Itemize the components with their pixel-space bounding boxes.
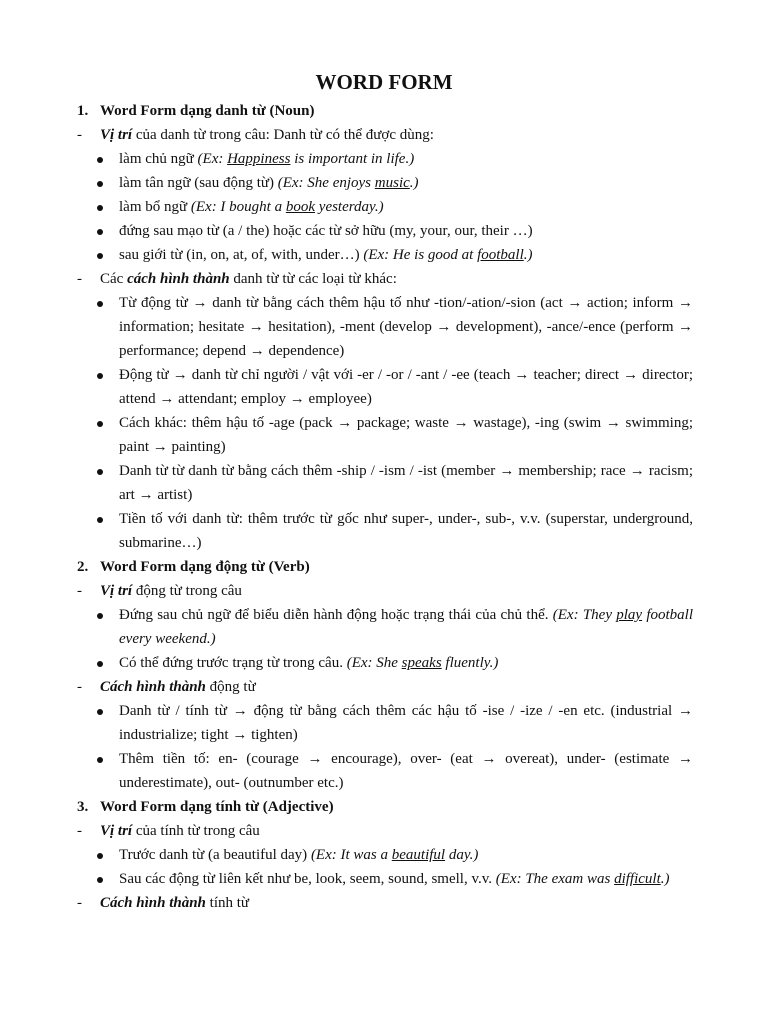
section-heading-adjective	[0, 795, 768, 819]
item-text: Đứng sau chủ ngữ để biểu diễn hành động hoặc trạng thái của chủ thể.	[119, 607, 553, 623]
formation-label: cách hình thành	[127, 271, 230, 287]
bullet-dot	[97, 661, 103, 667]
item-text: làm bổ ngữ	[119, 199, 191, 215]
verb-formation-item	[0, 747, 768, 795]
noun-formation-item	[0, 459, 768, 507]
example: (Ex: He is good at football.)	[363, 247, 533, 263]
example-keyword: play	[616, 607, 643, 623]
item-text: Tiền tố với danh từ: thêm trước từ gốc như super-, under-, sub-, v.v. (superstar, underground, submarine…)	[119, 511, 693, 551]
formation-label: Cách hình thành	[100, 679, 206, 695]
item-text: làm chủ ngữ	[119, 151, 198, 167]
position-label: Vị trí	[100, 127, 133, 143]
example: (Ex: She enjoys music.)	[277, 175, 419, 191]
section-title: Word Form dạng động từ (Verb)	[100, 559, 310, 575]
adjective-position-item	[0, 843, 768, 867]
dash-marker: -	[77, 823, 82, 839]
example: (Ex: It was a beautiful day.)	[310, 847, 479, 863]
verb-position-line	[0, 579, 768, 603]
item-text: Danh từ / tính từ → động từ bằng cách thêm các hậu tố -ise / -ize / -en etc. (industrial → industrialize; tight → tighten)	[119, 703, 693, 743]
noun-formation-line	[0, 267, 768, 291]
dash-marker: -	[77, 271, 82, 287]
noun-use-item	[0, 147, 768, 171]
dash-marker: -	[77, 679, 82, 695]
formation-label: Cách hình thành	[100, 895, 206, 911]
adjective-formation-line	[0, 891, 768, 915]
noun-use-item	[0, 219, 768, 243]
verb-position-item	[0, 651, 768, 675]
item-text: Thêm tiền tố: en- (courage → encourage), over- (eat → overeat), under- (estimate → underestimate), out- (outnumber etc.)	[119, 751, 693, 791]
formation-text: danh từ từ các loại từ khác:	[229, 271, 397, 287]
page-title: WORD FORM	[315, 70, 453, 94]
bullet-dot	[97, 253, 103, 259]
verb-position-item	[0, 603, 768, 651]
bullet-dot	[97, 157, 103, 163]
position-text: của danh từ trong câu: Danh từ có thể được dùng:	[132, 127, 434, 143]
bullet-dot	[97, 877, 103, 883]
noun-formation-item	[0, 411, 768, 459]
bullet-dot	[97, 613, 103, 619]
noun-use-item	[0, 195, 768, 219]
dash-marker: -	[77, 895, 82, 911]
item-text: Động từ → danh từ chỉ người / vật với -er / -or / -ant / -ee (teach → teacher; direct → director; attend → attendant; employ → employee)	[119, 367, 693, 407]
example: (Ex: I bought a book yesterday.)	[190, 199, 384, 215]
position-label: Vị trí	[100, 823, 133, 839]
section-number: 1.	[77, 103, 89, 119]
noun-formation-item	[0, 291, 768, 363]
example: (Ex: She speaks fluently.)	[346, 655, 499, 671]
item-text: đứng sau mạo từ (a / the) hoặc các từ sở hữu (my, your, our, their …)	[119, 223, 533, 239]
noun-formation-item	[0, 363, 768, 411]
example-keyword: beautiful	[391, 847, 446, 863]
example: (Ex: Happiness is important in life.)	[197, 151, 415, 167]
section-number: 2.	[77, 559, 89, 575]
item-text: sau giới từ (in, on, at, of, with, under…)	[119, 247, 364, 263]
example: (Ex: The exam was difficult.)	[495, 871, 670, 887]
document-body	[0, 99, 768, 915]
example: (Ex: They play football every weekend.)	[119, 607, 694, 647]
noun-use-item	[0, 243, 768, 267]
bullet-dot	[97, 421, 103, 427]
bullet-dot	[97, 469, 103, 475]
section-number: 3.	[77, 799, 89, 815]
item-text: Cách khác: thêm hậu tố -age (pack → package; waste → wastage), -ing (swim → swimming; paint → painting)	[119, 415, 693, 455]
noun-formation-item	[0, 507, 768, 555]
section-heading-verb	[0, 555, 768, 579]
item-text: Trước danh từ (a beautiful day)	[119, 847, 311, 863]
noun-use-item	[0, 171, 768, 195]
formation-pre: Các	[100, 271, 128, 287]
adjective-position-item	[0, 867, 768, 891]
example-keyword: book	[285, 199, 316, 215]
item-text: Từ động từ → danh từ bằng cách thêm hậu tố như -tion/-ation/-sion (act → action; inform → information; hesitate → hesitation), -ment (develop → development), -ance/-ence (perform → performance; depend → dependence)	[119, 295, 693, 359]
bullet-dot	[97, 517, 103, 523]
dash-marker: -	[77, 583, 82, 599]
verb-formation-item	[0, 699, 768, 747]
item-text: làm tân ngữ (sau động từ)	[119, 175, 278, 191]
formation-text: động từ	[205, 679, 256, 695]
bullet-dot	[97, 181, 103, 187]
bullet-dot	[97, 709, 103, 715]
item-text: Sau các động từ liên kết như be, look, seem, sound, smell, v.v.	[119, 871, 496, 887]
example-keyword: difficult	[614, 871, 661, 887]
section-title: Word Form dạng danh từ (Noun)	[100, 103, 315, 119]
position-text: động từ trong câu	[132, 583, 242, 599]
dash-marker: -	[77, 127, 82, 143]
position-text: của tính từ trong câu	[132, 823, 260, 839]
bullet-dot	[97, 229, 103, 235]
item-text: Có thể đứng trước trạng từ trong câu.	[119, 655, 347, 671]
bullet-dot	[97, 757, 103, 763]
example-keyword: speaks	[401, 655, 442, 671]
formation-text: tính từ	[205, 895, 250, 911]
position-label: Vị trí	[100, 583, 133, 599]
bullet-dot	[97, 205, 103, 211]
example-keyword: football	[477, 247, 524, 263]
example-keyword: Happiness	[227, 151, 291, 167]
bullet-dot	[97, 853, 103, 859]
verb-formation-line	[0, 675, 768, 699]
bullet-dot	[97, 301, 103, 307]
adjective-position-line	[0, 819, 768, 843]
item-text: Danh từ từ danh từ bằng cách thêm -ship / -ism / -ist (member → membership; race → racism; art → artist)	[119, 463, 693, 503]
example-keyword: music	[374, 175, 410, 191]
section-title: Word Form dạng tính từ (Adjective)	[100, 799, 334, 815]
bullet-dot	[97, 373, 103, 379]
noun-position-line	[0, 123, 768, 147]
section-heading-noun	[0, 99, 768, 123]
